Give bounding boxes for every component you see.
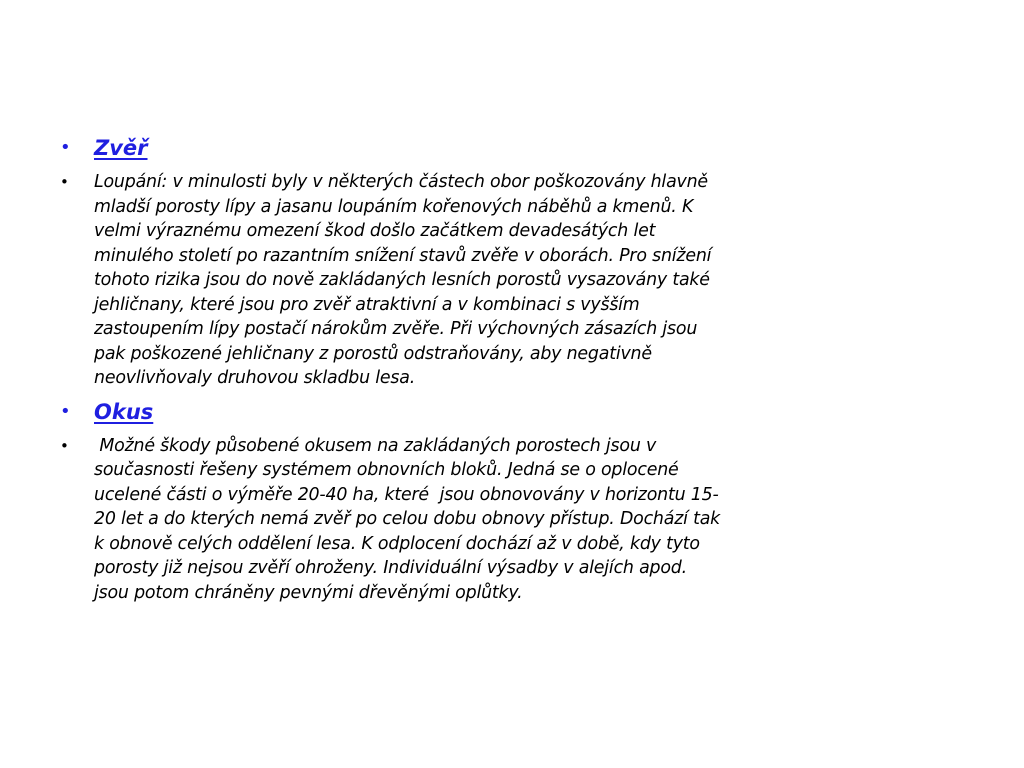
paragraph-text [94, 170, 968, 391]
paragraph-line: jsou potom chráněny pevnými dřevěnými oplůtky. [94, 582, 523, 603]
paragraph-line: 20 let a do kterých nemá zvěř po celou dobu obnovy přístup. Dochází tak [94, 509, 721, 529]
paragraph-line: velmi výraznému omezení škod došlo začátkem devadesátých let [94, 221, 656, 241]
paragraph-line: ucelené části o výměře 20-40 ha, které jsou obnovovány v horizontu 15- [94, 484, 719, 505]
bullet-icon: • [60, 400, 71, 422]
paragraph-line: tohoto rizika jsou do nově zakládaných lesních porostů vysazovány také [94, 270, 710, 290]
paragraph-line: Možné škody působené okusem na zakládaných porostech jsou v [94, 435, 657, 456]
heading-text: Okus [94, 399, 154, 424]
bullet-icon: • [60, 173, 69, 191]
paragraph-line: současnosti řešeny systémem obnovních bloků. Jedná se o oplocené [94, 460, 679, 480]
paragraph-line: jehličnany, které jsou pro zvěř atraktivní a v kombinaci s vyšším [94, 294, 640, 315]
paragraph-line: Loupání: v minulosti byly v některých částech obor poškozovány hlavně [94, 172, 708, 192]
section-paragraph-zver [56, 170, 968, 391]
paragraph-text [94, 434, 968, 606]
section-heading-okus [56, 397, 968, 427]
paragraph-line: k obnově celých oddělení lesa. K odplocení dochází až v době, kdy tyto [94, 533, 700, 554]
paragraph-line: mladší porosty lípy a jasanu loupáním kořenových náběhů a kmenů. K [94, 196, 694, 217]
heading-text: Zvěř [94, 136, 148, 160]
paragraph-line: porosty již nejsou zvěří ohroženy. Individuální výsadby v alejích apod. [94, 558, 687, 578]
paragraph-line: pak poškozené jehličnany z porostů odstraňovány, aby negativně [94, 343, 652, 364]
bullet-icon: • [60, 436, 69, 455]
paragraph-line: zastoupením lípy postačí nárokům zvěře. Při výchovných zásazích jsou [94, 319, 698, 339]
paragraph-line: minulého století po razantním snížení stavů zvěře v oborách. Pro snížení [94, 245, 712, 266]
section-paragraph-okus [56, 434, 968, 606]
paragraph-line: neovlivňovaly druhovou skladbu lesa. [94, 368, 416, 388]
bullet-icon: • [60, 137, 71, 158]
slide-content [56, 133, 968, 611]
section-heading-zver [56, 133, 968, 163]
